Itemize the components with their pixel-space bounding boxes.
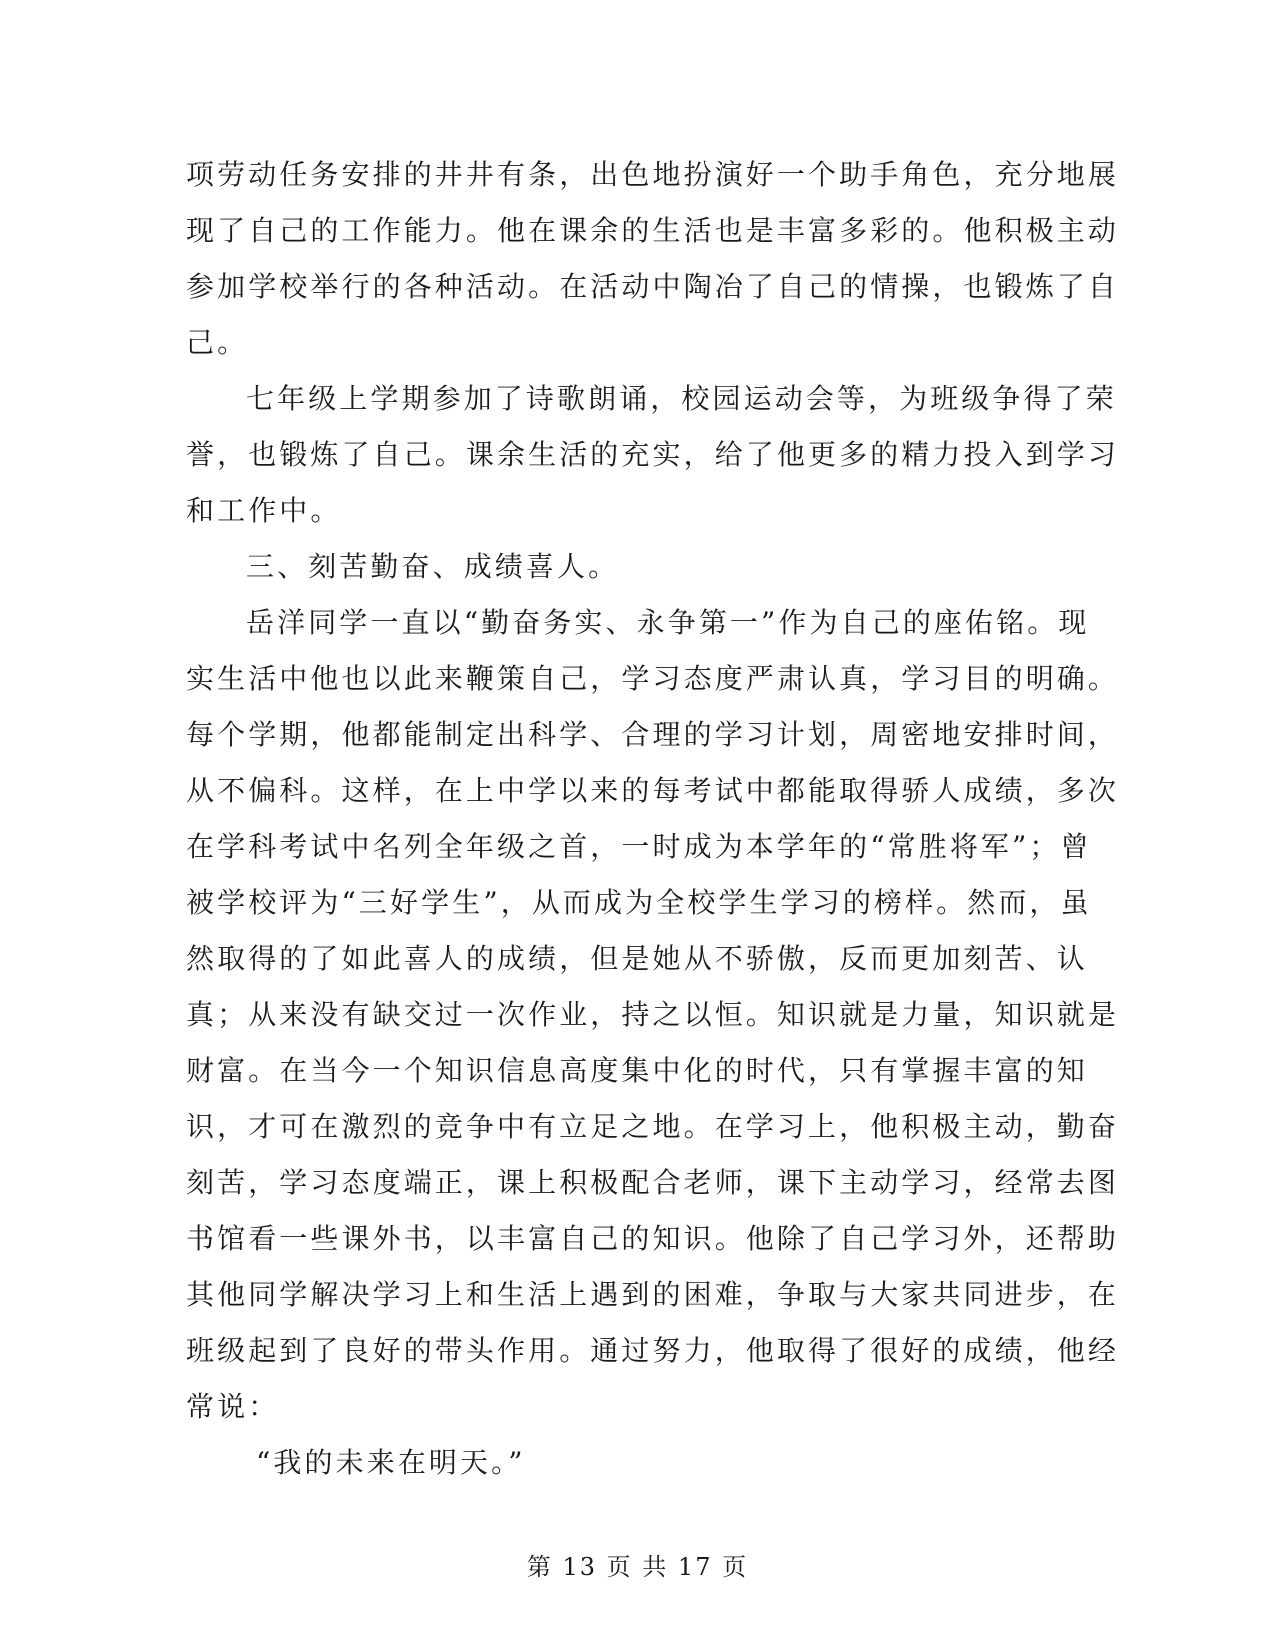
text-line: 现了自己的工作能力。他在课余的生活也是丰富多彩的。他积极主动 xyxy=(186,214,1120,247)
text-line: 刻苦，学习态度端正，课上积极配合老师，课下主动学习，经常去图 xyxy=(186,1166,1120,1199)
text-line: 识，才可在激烈的竞争中有立足之地。在学习上，他积极主动，勤奋 xyxy=(186,1110,1120,1143)
text-line: 在学科考试中名列全年级之首，一时成为本学年的“常胜将军”；曾 xyxy=(186,830,1092,863)
section-heading: 三、刻苦勤奋、成绩喜人。 xyxy=(246,550,620,583)
document-body xyxy=(186,147,1120,1491)
text-line: 常说： xyxy=(186,1390,280,1423)
page-number-footer: 第 13 页 共 17 页 xyxy=(526,1553,749,1581)
text-line: 书馆看一些课外书，以丰富自己的知识。他除了自己学习外，还帮助 xyxy=(186,1222,1120,1255)
text-line: 誉，也锻炼了自己。课余生活的充实，给了他更多的精力投入到学习 xyxy=(186,438,1120,471)
text-line: 项劳动任务安排的井井有条，出色地扮演好一个助手角色，充分地展 xyxy=(186,158,1120,191)
text-line: 参加学校举行的各种活动。在活动中陶冶了自己的情操，也锻炼了自 xyxy=(186,270,1120,303)
text-line: 班级起到了良好的带头作用。通过努力，他取得了很好的成绩，他经 xyxy=(186,1334,1120,1367)
text-line: 真；从来没有缺交过一次作业，持之以恒。知识就是力量，知识就是 xyxy=(186,998,1120,1031)
text-line: 其他同学解决学习上和生活上遇到的困难，争取与大家共同进步，在 xyxy=(186,1278,1120,1311)
text-line: 从不偏科。这样，在上中学以来的每考试中都能取得骄人成绩，多次 xyxy=(186,774,1120,807)
text-line: 然取得的了如此喜人的成绩，但是她从不骄傲，反而更加刻苦、认 xyxy=(186,942,1088,975)
text-line: 和工作中。 xyxy=(186,494,342,527)
text-line: 实生活中他也以此来鞭策自己，学习态度严肃认真，学习目的明确。 xyxy=(186,662,1120,695)
paragraph-start-line: 七年级上学期参加了诗歌朗诵，校园运动会等，为班级争得了荣 xyxy=(246,382,1117,415)
text-line: 己。 xyxy=(186,326,249,359)
paragraph-start-line: 岳洋同学一直以“勤奋务实、永争第一”作为自己的座佑铭。现 xyxy=(246,606,1090,639)
text-line: 每个学期，他都能制定出科学、合理的学习计划，周密地安排时间， xyxy=(186,718,1120,751)
text-line: 被学校评为“三好学生”，从而成为全校学生学习的榜样。然而，虽 xyxy=(186,886,1092,919)
text-line: 财富。在当今一个知识信息高度集中化的时代，只有掌握丰富的知 xyxy=(186,1054,1088,1087)
quote-line: “我的未来在明天。” xyxy=(256,1446,526,1479)
